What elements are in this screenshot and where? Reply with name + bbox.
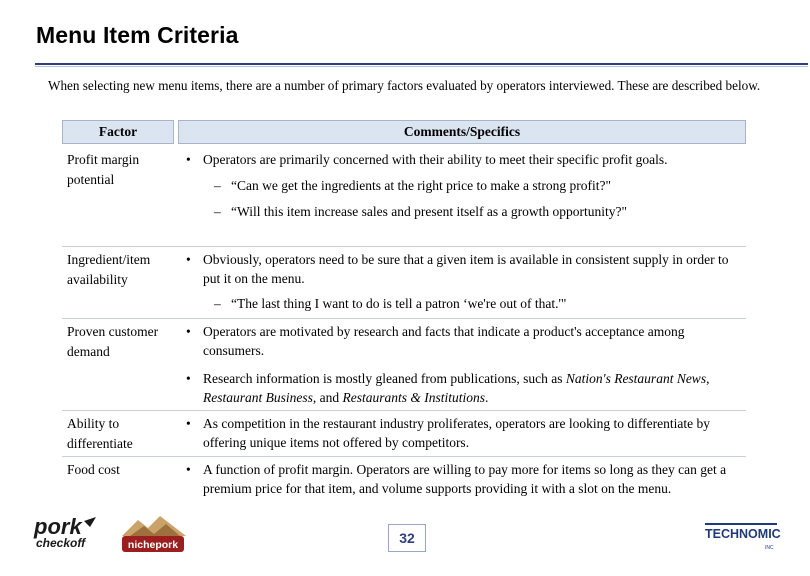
comments-differentiate	[178, 414, 746, 452]
publication-name: Nation's Restaurant News	[565, 371, 707, 386]
factor-customer-demand: Proven customer demand	[67, 324, 159, 359]
bullet-text: Obviously, operators need to be sure that a given item is available in consistent supply in order to put it on the menu.	[203, 252, 729, 286]
bullet-item	[178, 369, 746, 407]
niche-pork-logo	[118, 512, 190, 554]
pork-logo-swoosh	[84, 517, 96, 527]
bullet-item	[178, 250, 746, 288]
bullet-glyph: •	[186, 416, 191, 431]
bullet-text: As competition in the restaurant industry proliferates, operators are looking to differentiate by offering unique items not offered by competitors.	[203, 416, 710, 450]
factor-profit-margin: Profit margin potential	[67, 152, 140, 187]
dash-glyph: –	[214, 296, 221, 311]
technomic-word: TECHNOMIC	[705, 527, 781, 541]
publication-name: Restaurant Business	[203, 390, 313, 405]
sub-bullet-item	[178, 176, 746, 195]
bullet-glyph: •	[186, 252, 191, 267]
publication-separator: , and	[312, 390, 343, 405]
title-divider	[35, 63, 808, 65]
technomic-top-bar	[705, 523, 777, 525]
factor-ingredient-availability: Ingredient/item availability	[67, 252, 151, 287]
technomic-suffix: INC	[765, 545, 774, 551]
column-header-factor: Factor	[62, 120, 174, 144]
comments-ingredient-availability	[178, 250, 746, 313]
bullet-text: A function of profit margin. Operators are willing to pay more for items so long as they can get a premium price for that item, and volume supports providing it with a slot on the menu.	[203, 462, 727, 496]
bullet-glyph: •	[186, 152, 191, 167]
comments-food-cost	[178, 460, 746, 498]
publication-name: Restaurants & Institutions	[342, 390, 486, 405]
bullet-text: Operators are motivated by research and facts that indicate a product's acceptance among consumers.	[203, 324, 685, 358]
factor-differentiate: Ability to differentiate	[67, 416, 133, 451]
bullet-glyph: •	[186, 371, 191, 386]
sub-bullet-item	[178, 202, 746, 221]
publication-separator: ,	[706, 371, 710, 386]
quote-text: “The last thing I want to do is tell a patron ‘we're out of that.'"	[231, 296, 567, 311]
factor-food-cost: Food cost	[67, 462, 120, 477]
dash-glyph: –	[214, 178, 221, 193]
technomic-logo	[703, 522, 783, 552]
intro-text: When selecting new menu items, there are a number of primary factors evaluated by operators interviewed. These are described below.	[48, 78, 761, 93]
bullet-item	[178, 150, 746, 169]
title-divider-shadow	[35, 66, 808, 67]
page-title: Menu Item Criteria	[36, 22, 239, 48]
bullet-glyph: •	[186, 324, 191, 339]
dash-glyph: –	[214, 204, 221, 219]
row-divider	[62, 410, 746, 411]
pork-logo-word: pork	[34, 515, 82, 539]
comments-customer-demand	[178, 322, 746, 407]
bullet-item	[178, 460, 746, 498]
bullet-glyph: •	[186, 462, 191, 477]
comments-profit-margin	[178, 150, 746, 221]
row-divider	[62, 318, 746, 319]
bullet-text: Operators are primarily concerned with their ability to meet their specific profit goals.	[203, 152, 668, 167]
bullet-item	[178, 414, 746, 452]
sentence-end: .	[485, 390, 489, 405]
bullet-item	[178, 322, 746, 360]
quote-text: “Will this item increase sales and present itself as a growth opportunity?"	[231, 204, 627, 219]
row-divider	[62, 456, 746, 457]
row-divider	[62, 246, 746, 247]
quote-text: “Can we get the ingredients at the right price to make a strong profit?"	[231, 178, 612, 193]
page-number: 32	[388, 524, 426, 552]
niche-pork-word: nichepork	[127, 539, 179, 551]
pork-checkoff-logo	[32, 515, 104, 551]
checkoff-logo-word: checkoff	[36, 536, 86, 550]
research-text: Research information is mostly gleaned from publications, such as	[203, 371, 566, 386]
sub-bullet-item	[178, 294, 746, 313]
column-header-comments: Comments/Specifics	[178, 120, 746, 144]
